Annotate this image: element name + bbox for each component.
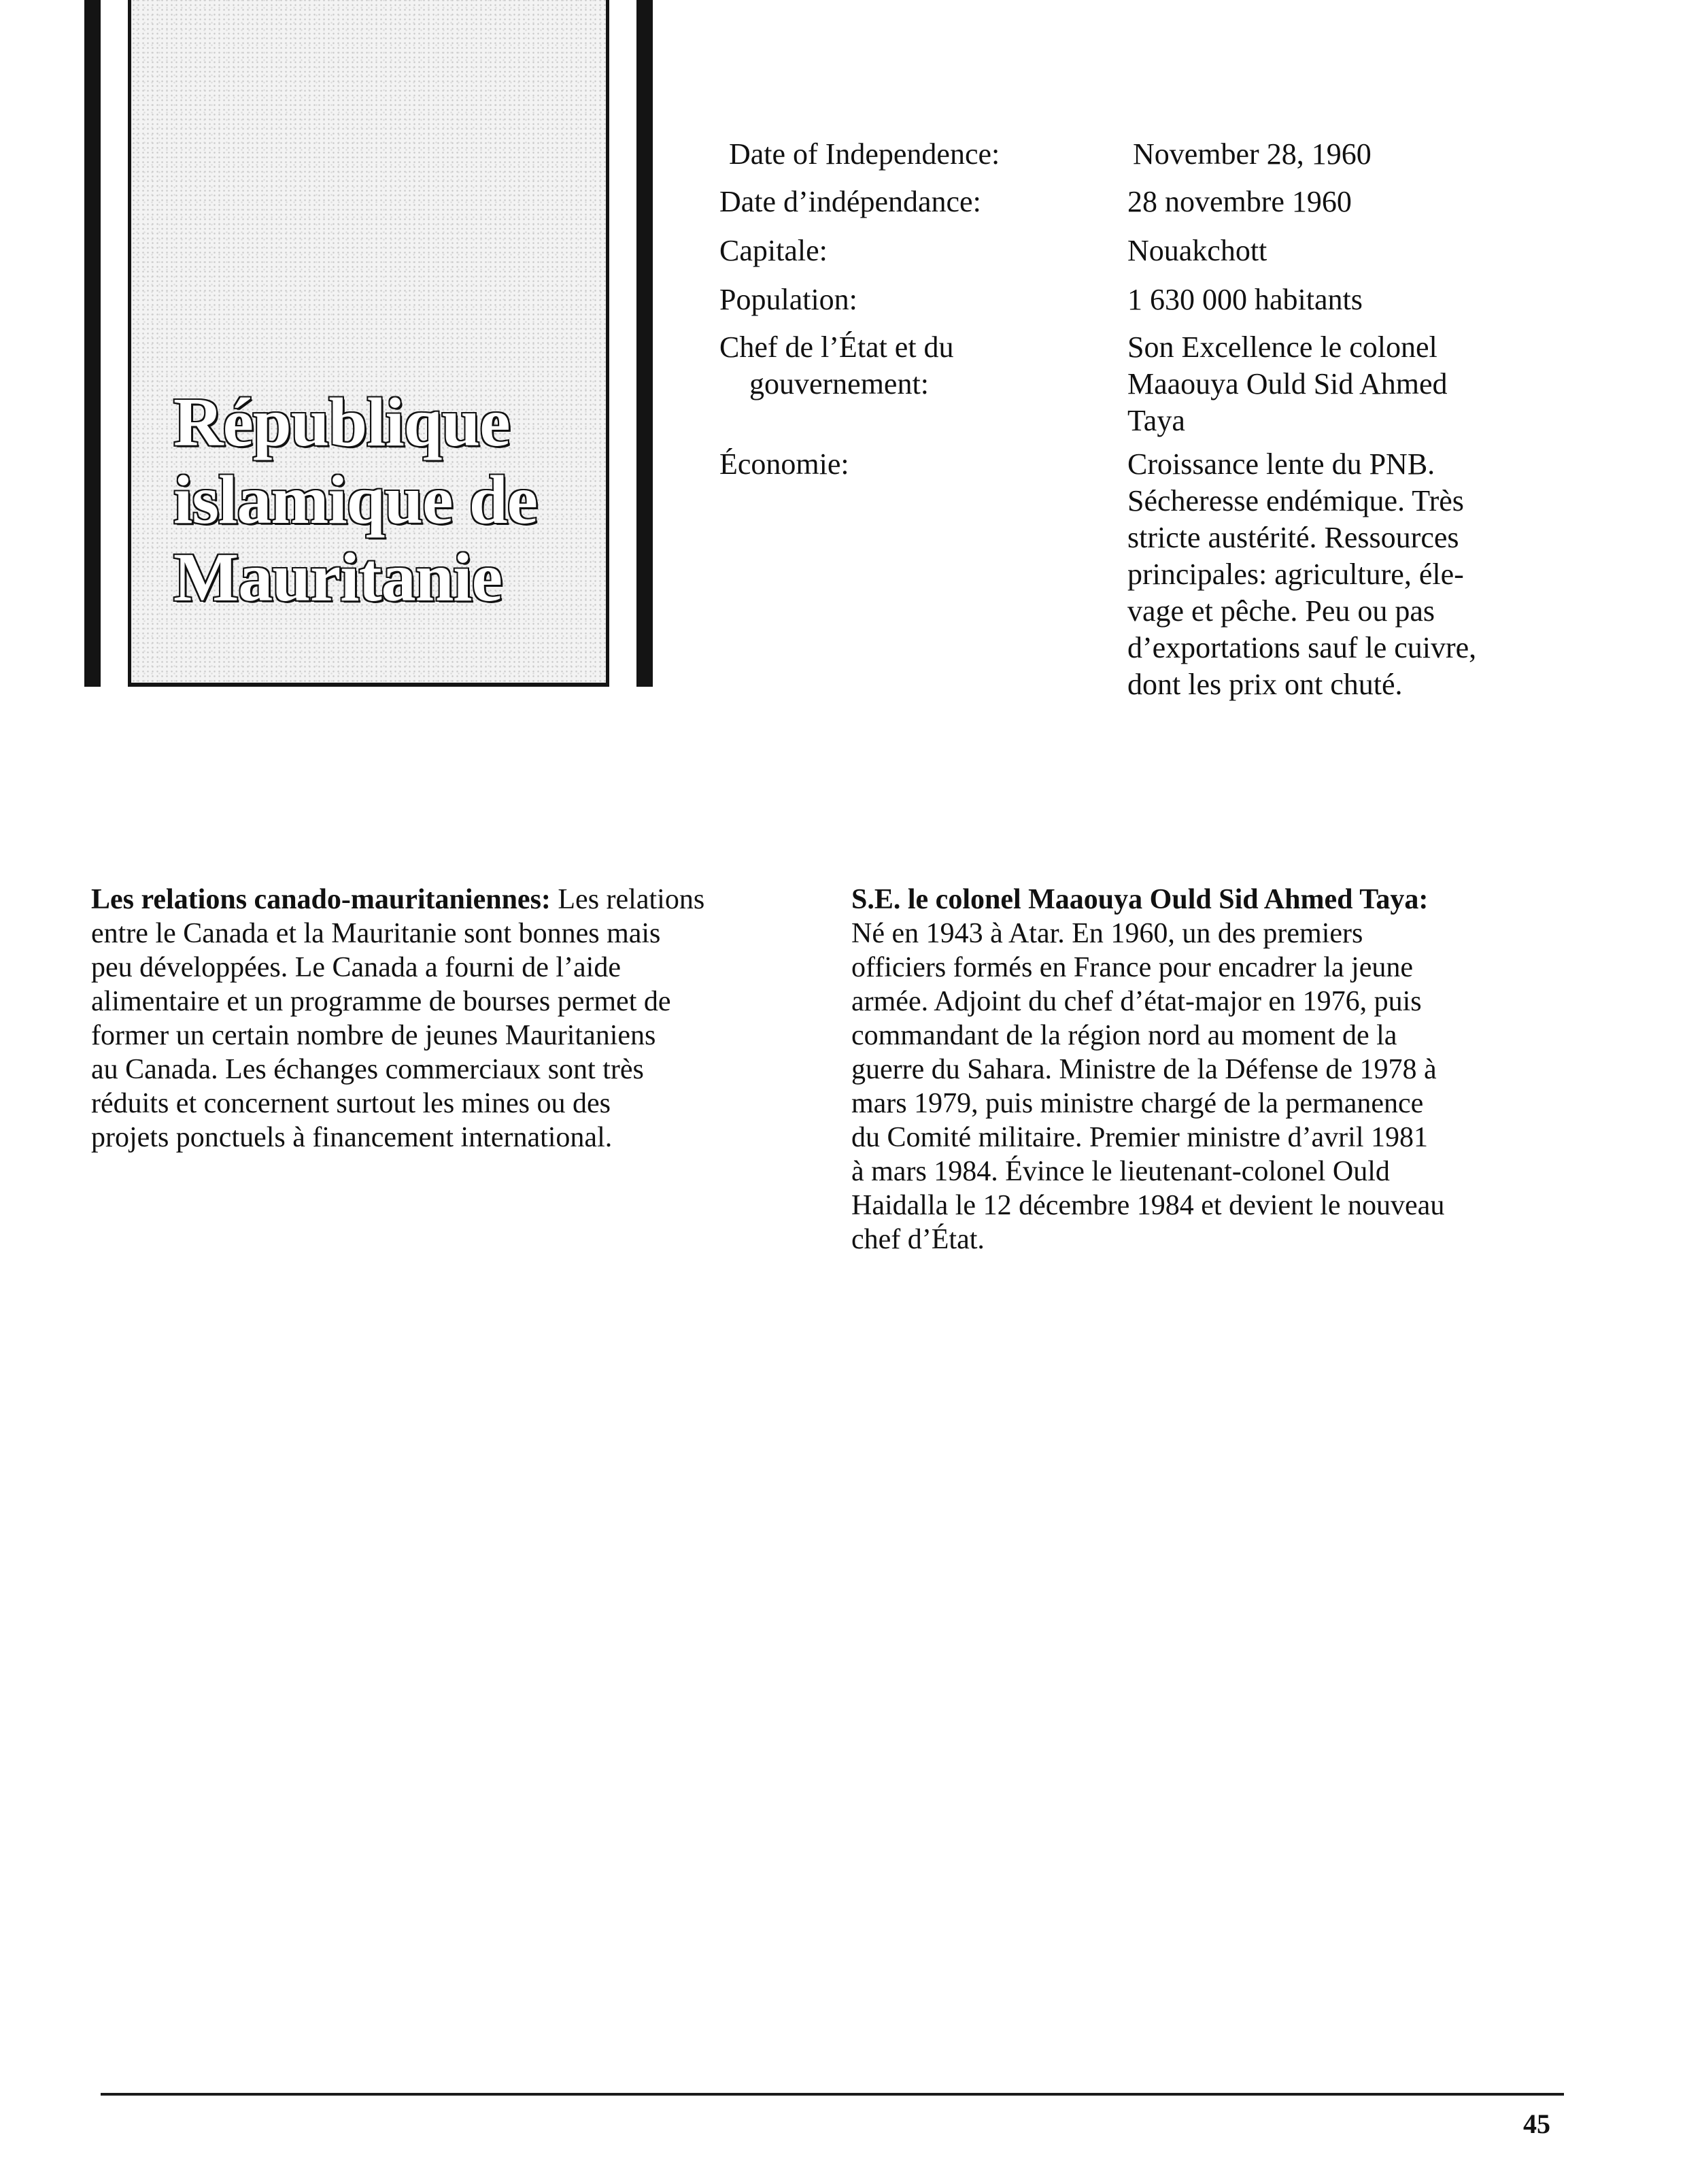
text-line: réduits et concernent surtout les mines ou des — [91, 1088, 611, 1119]
title-line: Mauritanie — [173, 539, 502, 616]
text-line: du Comité militaire. Premier ministre d’avril 1981 — [851, 1122, 1428, 1153]
text-line: Né en 1943 à Atar. En 1960, un des premiers — [851, 918, 1363, 949]
fact-value-line: stricte austérité. Ressources — [1127, 521, 1459, 554]
relations-heading: Les relations canado-mauritaniennes: — [91, 884, 551, 915]
text-line: au Canada. Les échanges commerciaux sont très — [91, 1054, 644, 1085]
fact-value: 28 novembre 1960 — [1127, 185, 1352, 218]
fact-value: Nouakchott — [1127, 234, 1267, 267]
relations-section — [91, 883, 785, 1155]
text-line: à mars 1984. Évince le lieutenant-colonel Ould — [851, 1156, 1390, 1187]
text-line: commandant de la région nord au moment de la — [851, 1020, 1397, 1051]
fact-value-line: dont les prix ont chuté. — [1127, 668, 1403, 701]
text-line: Les relations — [550, 884, 705, 915]
fact-value-line: Taya — [1127, 404, 1185, 437]
fact-label: Date d’indépendance: — [719, 185, 981, 218]
fact-label — [719, 329, 1100, 403]
fact-label: Économie: — [719, 447, 849, 481]
title-line: islamique de — [173, 462, 537, 539]
fact-value: 1 630 000 habitants — [1127, 283, 1363, 316]
fact-value-line: Sécheresse endémique. Très — [1127, 484, 1464, 517]
text-line: mars 1979, puis ministre chargé de la permanence — [851, 1088, 1424, 1119]
text-line: peu développées. Le Canada a fourni de l’aide — [91, 952, 621, 983]
fact-value-line: d’exportations sauf le cuivre, — [1127, 631, 1477, 664]
title-line: République — [173, 384, 510, 461]
fact-value-line: vage et pêche. Peu ou pas — [1127, 594, 1435, 628]
biography-heading: S.E. le colonel Maaouya Ould Sid Ahmed Taya: — [851, 884, 1429, 915]
relations-paragraph — [91, 883, 785, 1155]
fact-label: Capitale: — [719, 234, 828, 267]
fact-label: Date of Independence: — [729, 137, 1000, 171]
title-frame — [84, 0, 653, 687]
title-panel — [128, 0, 609, 687]
text-line: entre le Canada et la Mauritanie sont bonnes mais — [91, 918, 661, 949]
biography-paragraph — [851, 883, 1538, 1257]
fact-label: Population: — [719, 283, 857, 316]
text-line: projets ponctuels à financement international. — [91, 1122, 613, 1153]
text-line: Haidalla le 12 décembre 1984 et devient le nouveau — [851, 1190, 1445, 1221]
fact-value-line: Maaouya Ould Sid Ahmed — [1127, 367, 1448, 400]
footer-rule — [101, 2093, 1564, 2096]
text-line: alimentaire et un programme de bourses permet de — [91, 986, 671, 1017]
fact-value-line: principales: agriculture, éle- — [1127, 558, 1464, 591]
text-line: guerre du Sahara. Ministre de la Défense de 1978 à — [851, 1054, 1437, 1085]
fact-value-line: Son Excellence le colonel — [1127, 330, 1437, 364]
fact-value — [1127, 329, 1535, 439]
fact-label-line: Chef de l’État et du — [719, 330, 954, 364]
fact-value: November 28, 1960 — [1133, 137, 1372, 171]
fact-value — [1127, 446, 1535, 703]
text-line: former un certain nombre de jeunes Mauritaniens — [91, 1020, 656, 1051]
text-line: armée. Adjoint du chef d’état-major en 1976, puis — [851, 986, 1422, 1017]
text-line: officiers formés en France pour encadrer la jeune — [851, 952, 1413, 983]
text-line: chef d’État. — [851, 1224, 985, 1255]
page-number: 45 — [1523, 2109, 1550, 2139]
fact-value-line: Croissance lente du PNB. — [1127, 447, 1435, 481]
country-title — [173, 384, 537, 617]
fact-label-line: gouvernement: — [749, 367, 929, 400]
biography-section — [851, 883, 1538, 1257]
